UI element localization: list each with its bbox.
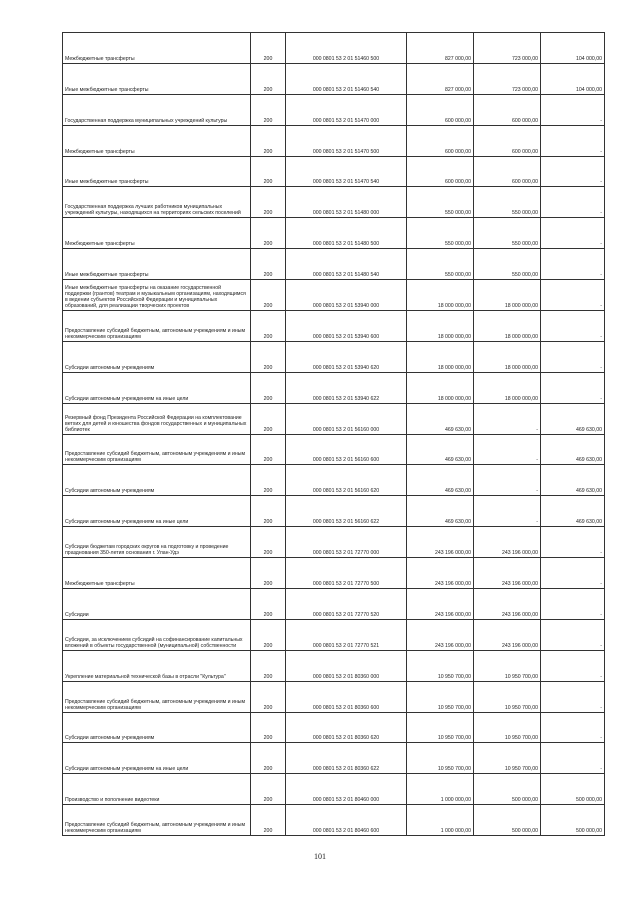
table-row [63, 434, 605, 465]
row-amount-2-cell: 723 000,00 [474, 33, 541, 64]
row-classification-cell: 000 0801 53 2 01 51480 540 [286, 249, 407, 280]
table-row [63, 619, 605, 650]
row-classification-cell: 000 0801 53 2 01 51470 500 [286, 125, 407, 156]
row-classification-cell: 000 0801 53 2 01 80460 600 [286, 805, 407, 836]
row-code-cell: 200 [251, 465, 286, 496]
row-code-cell: 200 [251, 743, 286, 774]
row-amount-3-cell: - [541, 619, 605, 650]
row-amount-2-cell: 18 000 000,00 [474, 280, 541, 311]
row-classification-cell: 000 0801 53 2 01 80360 620 [286, 712, 407, 743]
table-row [63, 341, 605, 372]
row-code-cell: 200 [251, 558, 286, 589]
table-row [63, 125, 605, 156]
row-amount-total-cell: 18 000 000,00 [407, 341, 474, 372]
row-amount-total-cell: 469 630,00 [407, 403, 474, 434]
row-code-cell: 200 [251, 589, 286, 620]
row-amount-2-cell: - [474, 465, 541, 496]
row-amount-2-cell: 18 000 000,00 [474, 372, 541, 403]
row-amount-3-cell: - [541, 249, 605, 280]
row-amount-3-cell: 500 000,00 [541, 774, 605, 805]
table-row [63, 681, 605, 712]
row-code-cell: 200 [251, 527, 286, 558]
row-name-cell: Субсидии [63, 589, 251, 620]
row-amount-3-cell: - [541, 712, 605, 743]
row-classification-cell: 000 0801 53 2 01 80360 000 [286, 650, 407, 681]
row-amount-3-cell: 469 630,00 [541, 465, 605, 496]
row-amount-total-cell: 18 000 000,00 [407, 280, 474, 311]
row-amount-3-cell: 469 630,00 [541, 496, 605, 527]
row-classification-cell: 000 0801 53 2 01 51470 540 [286, 156, 407, 187]
row-amount-3-cell: - [541, 650, 605, 681]
row-amount-3-cell: - [541, 94, 605, 125]
row-code-cell: 200 [251, 681, 286, 712]
table-row [63, 774, 605, 805]
budget-table [62, 32, 605, 836]
page-number: 101 [314, 852, 326, 861]
row-code-cell: 200 [251, 33, 286, 64]
row-code-cell: 200 [251, 94, 286, 125]
row-amount-total-cell: 18 000 000,00 [407, 372, 474, 403]
row-amount-total-cell: 600 000,00 [407, 125, 474, 156]
row-name-cell: Межбюджетные трансферты [63, 33, 251, 64]
row-code-cell: 200 [251, 125, 286, 156]
row-amount-3-cell: - [541, 280, 605, 311]
row-code-cell: 200 [251, 712, 286, 743]
row-amount-3-cell: - [541, 558, 605, 589]
table-row [63, 94, 605, 125]
row-name-cell: Иные межбюджетные трансферты на оказание государственной поддержки (грантов) театрам и музыкальным организациям, находящимся в ведении субъектов Российской Федерации и муниципальных образований, для реализации творческих проектов [63, 280, 251, 311]
row-name-cell: Субсидии автономным учреждениям [63, 341, 251, 372]
row-classification-cell: 000 0801 53 2 01 56160 622 [286, 496, 407, 527]
table-row [63, 403, 605, 434]
row-amount-total-cell: 10 950 700,00 [407, 681, 474, 712]
row-classification-cell: 000 0801 53 2 01 80460 000 [286, 774, 407, 805]
budget-table-body [63, 33, 605, 836]
row-amount-2-cell: - [474, 496, 541, 527]
row-amount-3-cell: - [541, 187, 605, 218]
row-amount-2-cell: - [474, 403, 541, 434]
row-code-cell: 200 [251, 249, 286, 280]
row-name-cell: Государственная поддержка муниципальных учреждений культуры [63, 94, 251, 125]
row-amount-3-cell: - [541, 311, 605, 342]
row-amount-total-cell: 1 000 000,00 [407, 805, 474, 836]
row-amount-2-cell: 600 000,00 [474, 125, 541, 156]
table-row [63, 218, 605, 249]
row-code-cell: 200 [251, 805, 286, 836]
row-name-cell: Субсидии автономным учреждениям на иные цели [63, 372, 251, 403]
row-name-cell: Резервный фонд Президента Российской Федерации на комплектование ветхих для детей и юношества фондов государственных и муниципальных библиотек [63, 403, 251, 434]
row-amount-total-cell: 469 630,00 [407, 465, 474, 496]
row-name-cell: Межбюджетные трансферты [63, 558, 251, 589]
row-amount-total-cell: 1 000 000,00 [407, 774, 474, 805]
row-classification-cell: 000 0801 53 2 01 51460 500 [286, 33, 407, 64]
row-amount-3-cell: - [541, 589, 605, 620]
row-amount-2-cell: 600 000,00 [474, 156, 541, 187]
row-code-cell: 200 [251, 403, 286, 434]
row-name-cell: Иные межбюджетные трансферты [63, 156, 251, 187]
row-classification-cell: 000 0801 53 2 01 53940 000 [286, 280, 407, 311]
row-amount-3-cell: - [541, 341, 605, 372]
row-classification-cell: 000 0801 53 2 01 53940 620 [286, 341, 407, 372]
row-amount-3-cell: 104 000,00 [541, 63, 605, 94]
row-amount-3-cell: 469 630,00 [541, 434, 605, 465]
row-amount-total-cell: 243 196 000,00 [407, 619, 474, 650]
row-classification-cell: 000 0801 53 2 01 72770 520 [286, 589, 407, 620]
row-amount-2-cell: 600 000,00 [474, 94, 541, 125]
row-code-cell: 200 [251, 311, 286, 342]
row-amount-2-cell: 10 950 700,00 [474, 650, 541, 681]
table-row [63, 63, 605, 94]
row-amount-3-cell: - [541, 681, 605, 712]
row-code-cell: 200 [251, 650, 286, 681]
row-amount-2-cell: 18 000 000,00 [474, 311, 541, 342]
row-name-cell: Предоставление субсидий бюджетным, автономным учреждениям и иным некоммерческим организациям [63, 805, 251, 836]
row-code-cell: 200 [251, 774, 286, 805]
row-amount-total-cell: 600 000,00 [407, 94, 474, 125]
table-row [63, 311, 605, 342]
row-classification-cell: 000 0801 53 2 01 53940 622 [286, 372, 407, 403]
row-amount-2-cell: 243 196 000,00 [474, 619, 541, 650]
row-amount-2-cell: - [474, 434, 541, 465]
table-row [63, 496, 605, 527]
row-amount-total-cell: 550 000,00 [407, 218, 474, 249]
row-amount-3-cell: - [541, 156, 605, 187]
row-name-cell: Субсидии автономным учреждениям [63, 465, 251, 496]
row-code-cell: 200 [251, 218, 286, 249]
row-code-cell: 200 [251, 619, 286, 650]
row-amount-2-cell: 10 950 700,00 [474, 681, 541, 712]
row-classification-cell: 000 0801 53 2 01 53940 600 [286, 311, 407, 342]
row-name-cell: Иные межбюджетные трансферты [63, 249, 251, 280]
row-code-cell: 200 [251, 280, 286, 311]
row-amount-2-cell: 500 000,00 [474, 774, 541, 805]
row-name-cell: Субсидии автономным учреждениям [63, 712, 251, 743]
row-amount-total-cell: 243 196 000,00 [407, 558, 474, 589]
table-row [63, 558, 605, 589]
row-name-cell: Предоставление субсидий бюджетным, автономным учреждениям и иным некоммерческим организациям [63, 434, 251, 465]
row-amount-total-cell: 10 950 700,00 [407, 650, 474, 681]
row-classification-cell: 000 0801 53 2 01 72770 521 [286, 619, 407, 650]
table-row [63, 33, 605, 64]
row-amount-2-cell: 10 950 700,00 [474, 743, 541, 774]
table-row [63, 805, 605, 836]
row-amount-2-cell: 550 000,00 [474, 187, 541, 218]
row-code-cell: 200 [251, 434, 286, 465]
table-row [63, 280, 605, 311]
table-row [63, 249, 605, 280]
row-classification-cell: 000 0801 53 2 01 80360 622 [286, 743, 407, 774]
row-amount-3-cell: 469 630,00 [541, 403, 605, 434]
row-name-cell: Субсидии, за исключением субсидий на софинансирование капитальных вложений в объекты государственной (муниципальной) собственности [63, 619, 251, 650]
table-row [63, 156, 605, 187]
row-amount-3-cell: - [541, 743, 605, 774]
row-classification-cell: 000 0801 53 2 01 56160 620 [286, 465, 407, 496]
row-amount-3-cell: - [541, 372, 605, 403]
row-code-cell: 200 [251, 187, 286, 218]
row-amount-total-cell: 550 000,00 [407, 187, 474, 218]
row-amount-2-cell: 550 000,00 [474, 218, 541, 249]
row-amount-2-cell: 550 000,00 [474, 249, 541, 280]
row-amount-2-cell: 18 000 000,00 [474, 341, 541, 372]
row-name-cell: Укрепление материальной технической базы в отрасли "Культура" [63, 650, 251, 681]
row-amount-total-cell: 243 196 000,00 [407, 527, 474, 558]
row-name-cell: Субсидии автономным учреждениям на иные цели [63, 496, 251, 527]
table-row [63, 527, 605, 558]
row-code-cell: 200 [251, 63, 286, 94]
row-code-cell: 200 [251, 372, 286, 403]
row-classification-cell: 000 0801 53 2 01 51480 000 [286, 187, 407, 218]
row-amount-total-cell: 827 000,00 [407, 63, 474, 94]
table-row [63, 712, 605, 743]
row-amount-2-cell: 243 196 000,00 [474, 558, 541, 589]
table-row [63, 465, 605, 496]
table-row [63, 650, 605, 681]
row-classification-cell: 000 0801 53 2 01 56160 600 [286, 434, 407, 465]
row-amount-total-cell: 243 196 000,00 [407, 589, 474, 620]
row-amount-3-cell: - [541, 125, 605, 156]
table-row [63, 589, 605, 620]
row-amount-2-cell: 723 000,00 [474, 63, 541, 94]
row-amount-total-cell: 18 000 000,00 [407, 311, 474, 342]
row-classification-cell: 000 0801 53 2 01 72770 500 [286, 558, 407, 589]
row-amount-2-cell: 10 950 700,00 [474, 712, 541, 743]
row-classification-cell: 000 0801 53 2 01 80360 600 [286, 681, 407, 712]
row-code-cell: 200 [251, 341, 286, 372]
row-amount-total-cell: 600 000,00 [407, 156, 474, 187]
row-classification-cell: 000 0801 53 2 01 72770 000 [286, 527, 407, 558]
row-amount-3-cell: 104 000,00 [541, 33, 605, 64]
table-row [63, 743, 605, 774]
row-name-cell: Межбюджетные трансферты [63, 218, 251, 249]
row-amount-total-cell: 550 000,00 [407, 249, 474, 280]
row-amount-3-cell: 500 000,00 [541, 805, 605, 836]
row-amount-2-cell: 243 196 000,00 [474, 589, 541, 620]
row-amount-total-cell: 10 950 700,00 [407, 743, 474, 774]
row-code-cell: 200 [251, 496, 286, 527]
row-classification-cell: 000 0801 53 2 01 51470 000 [286, 94, 407, 125]
row-name-cell: Производство и пополнение видеотеки [63, 774, 251, 805]
row-amount-total-cell: 827 000,00 [407, 33, 474, 64]
row-amount-total-cell: 10 950 700,00 [407, 712, 474, 743]
row-classification-cell: 000 0801 53 2 01 51460 540 [286, 63, 407, 94]
row-amount-total-cell: 469 630,00 [407, 434, 474, 465]
row-amount-total-cell: 469 630,00 [407, 496, 474, 527]
row-code-cell: 200 [251, 156, 286, 187]
row-name-cell: Предоставление субсидий бюджетным, автономным учреждениям и иным некоммерческим организациям [63, 311, 251, 342]
table-row [63, 372, 605, 403]
row-name-cell: Субсидии автономным учреждениям на иные цели [63, 743, 251, 774]
table-row [63, 187, 605, 218]
row-amount-2-cell: 243 196 000,00 [474, 527, 541, 558]
row-classification-cell: 000 0801 53 2 01 56160 000 [286, 403, 407, 434]
row-amount-2-cell: 500 000,00 [474, 805, 541, 836]
row-amount-3-cell: - [541, 527, 605, 558]
row-name-cell: Субсидии бюджетам городских округов на подготовку и проведение празднования 350-летия основания г. Улан-Удэ [63, 527, 251, 558]
row-classification-cell: 000 0801 53 2 01 51480 500 [286, 218, 407, 249]
row-name-cell: Государственная поддержка лучших работников муниципальных учреждений культуры, находящихся на территориях сельских поселений [63, 187, 251, 218]
row-amount-3-cell: - [541, 218, 605, 249]
row-name-cell: Межбюджетные трансферты [63, 125, 251, 156]
row-name-cell: Предоставление субсидий бюджетным, автономным учреждениям и иным некоммерческим организациям [63, 681, 251, 712]
row-name-cell: Иные межбюджетные трансферты [63, 63, 251, 94]
